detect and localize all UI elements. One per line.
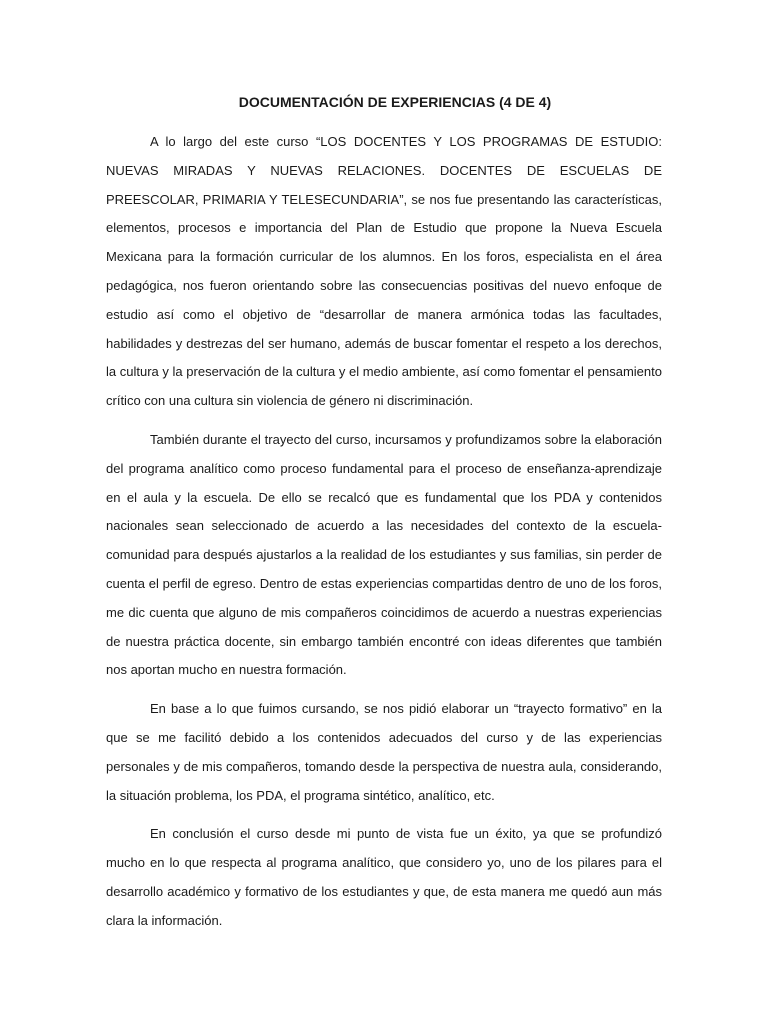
paragraph-1: A lo largo del este curso “LOS DOCENTES Y LOS PROGRAMAS DE ESTUDIO: NUEVAS MIRADAS Y NUEVAS RELACIONES. DOCENTES DE ESCUELAS DE PREESCOLAR, PRIMARIA Y TELESECUNDARIA”, se nos fue presentando las características, elementos, procesos e importancia del Plan de Estudio que propone la Nueva Escuela Mexicana para la formación curricular de los alumnos. En los foros, especialista en el área pedagógica, nos fueron orientando sobre las consecuencias positivas del nuevo enfoque de estudio así como el objetivo de “desarrollar de manera armónica todas las facultades, habilidades y destrezas del ser humano, además de buscar fomentar el respeto a los derechos, la cultura y la preservación de la cultura y el medio ambiente, así como fomentar el pensamiento crítico con una cultura sin violencia de género ni discriminación. <box>106 134 662 409</box>
document-title: DOCUMENTACIÓN DE EXPERIENCIAS (4 DE 4) <box>238 94 552 110</box>
paragraph-4: En conclusión el curso desde mi punto de vista fue un éxito, ya que se profundizó mucho en lo que respecta al programa analítico, que considero yo, uno de los pilares para el desarrollo académico y formativo de los estudiantes y que, de esta manera me quedó aun más clara la información. <box>106 826 662 928</box>
paragraph-2: También durante el trayecto del curso, incursamos y profundizamos sobre la elaboración del programa analítico como proceso fundamental para el proceso de enseñanza-aprendizaje en el aula y la escuela. De ello se recalcó que es fundamental que los PDA y contenidos nacionales sean seleccionado de acuerdo a las necesidades del contexto de la escuela-comunidad para después ajustarlos a la realidad de los estudiantes y sus familias, sin perder de cuenta el perfil de egreso. Dentro de estas experiencias compartidas dentro de uno de los foros, me dic cuenta que alguno de mis compañeros coincidimos de acuerdo a nuestras experiencias de nuestra práctica docente, sin embargo también encontré con ideas diferentes que también nos aportan mucho en nuestra formación. <box>106 431 662 678</box>
paragraph-3: En base a lo que fuimos cursando, se nos pidió elaborar un “trayecto formativo” en la que se me facilitó debido a los contenidos adecuados del curso y de las experiencias personales y de mis compañeros, tomando desde la perspectiva de nuestra aula, considerando, la situación problema, los PDA, el programa sintético, analítico, etc. <box>106 701 662 803</box>
